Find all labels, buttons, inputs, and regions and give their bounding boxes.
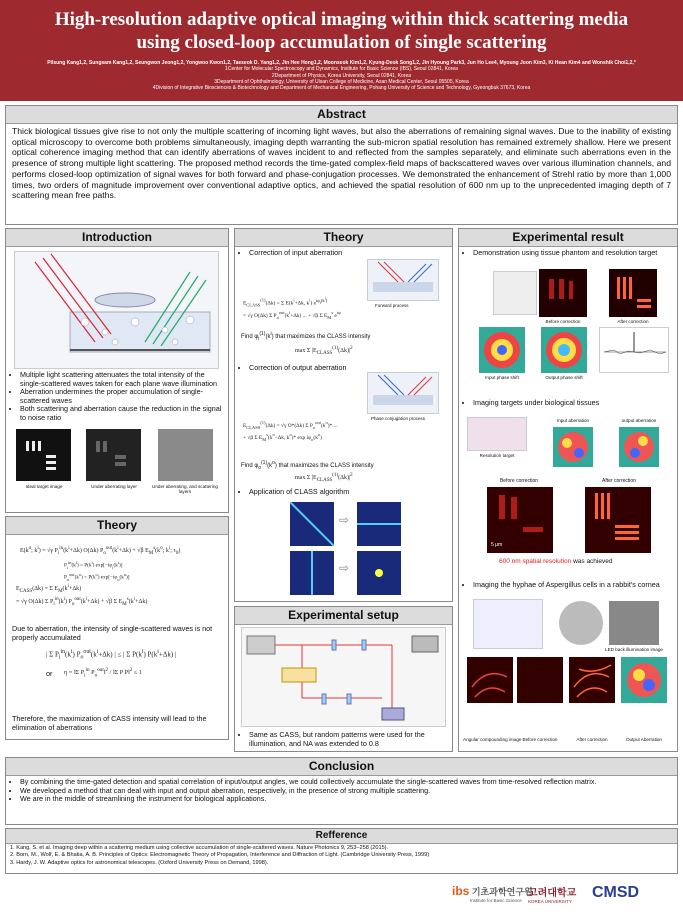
matrix-after [357,502,401,546]
arrow-icon: ⇨ [339,513,350,527]
caption-led: LED back illumination image [605,647,663,652]
caption-ideal: Ideal target image [25,484,63,489]
caption-before-2: Before correction [499,478,539,484]
theory-left-text2: Therefore, the maximization of CASS intensity will lead to the elimination of aberrations [12,714,207,732]
introduction-section [5,228,229,513]
angular-compounding-image [467,657,513,703]
ibs-logo: ibs 기초과학연구원 Institute for Basic Science [452,884,533,903]
references-section [5,828,678,874]
abstract-section [5,105,678,225]
theory-left-or: or [46,669,53,678]
setup-bullet: • Same as CASS, but random patterns were used for the illumination, and NA was extended to 0.8 [239,731,451,748]
equation-cass: $E_{CASS}(\Delta k) = \Sigma$ $E_M(k^i+\Delta k)$ = √γ O(Δk) Σ $P_i^{in}(k^i) P_o^{out}(k^i+\Delta k) + √\beta$ Σ $E_M^s(k^i+\Delta k)$ [16,584,148,607]
reference-item: 3. Hardy, J. W. Adaptive optics for astronomical telescopes. (Oxford University Press on Demand, 1998). [10,859,269,866]
input-aberration-map [553,427,593,467]
results-bullet-1: • Demonstration using tissue phantom and resolution target [463,249,677,258]
find-output: Find $\varphi_o^{(1)}(k^o)$ that maximizes the CLASS intensity [241,460,374,472]
caption-after-3: After correction [576,737,608,742]
author-list: Pilsung Kang1,2, Sungsam Kang1,2, Seungwon Jeong1,2, Yongwoo Kwon1,2, Taeseok D. Yang1,2, Jin Hee Hong1,2, Moonseok Kim1,2, Kyung-Deok Song1,2, Jin Hyoung Park3, Jun Ho Lee4, Myoung Joon Kim3, Ki Hean Kim4 and Wonshik Choi1,2,* 1Center for Molecular Spectroscopy and Dynamics, Institute for Basic Science (IBS), Seoul 02841, Korea 2Department of Physics, Korea University, Seoul 02841, Korea 3Department of Ophthalmology, University of Ulsan College of Medicine, Asan Medical Center, Seoul 05505, Korea 4Division of Integrative Biosciences & Biotechnology and Department of Mechanical Engineering, Pohang University of Science and Technology, Gyeongbuk 37673, Korea [47,60,636,92]
poster-title: High-resolution adaptive optical imaging within thick scattering media using closed-loop accumulation of single scattering [54,9,629,53]
conclusion-bullet: • By combining the time-gated detection and spatial correlation of input/output angles, we could collectively accumulate the single-scattered waves from time-resolved reflection matrix. [20,778,670,787]
references-list [6,844,677,868]
korea-university-logo: 고려대학교 KOREA UNIVERSITY [528,888,577,904]
after-correction-3 [569,657,615,703]
theory-bullet-algorithm: • Application of CLASS algorithm [239,488,349,497]
theory-left-section [5,516,229,740]
scale-bar-label: 5 μm [491,542,503,548]
caption-output-aberration-3: Output Aberration [625,737,662,742]
conclusion-section [5,757,678,825]
conclusion-bullet: • We developed a method that can deal with input and output aberration, respectively, in the presence of strong multiple scattering. [20,787,670,796]
results-section [458,228,678,752]
setup-schematic [241,627,446,727]
after-correction-2 [585,487,651,553]
equation-pupil: $P_i^{in}(k^i) = P(k^i)$ $\exp[-i\varphi_i(k^i)]$ $P_o^{out}(k^o) = P(k^o)$ $\exp[-i\varphi_o(k^o)]$ [64,560,130,583]
poster-header [0,0,683,101]
output-phase-map [541,327,587,373]
arrow-icon: ⇨ [339,561,350,575]
matrix-iter1 [290,551,334,595]
laser-source [247,636,275,654]
find-input: Find $\varphi_i^{(1)}(k^i)$ that maximizes the CLASS intensity [241,331,371,343]
scattering-diagram [14,251,219,369]
theory-left-text1: Due to aberration, the intensity of single-scattered waves is not properly accumulated [12,624,213,642]
caption-after-2: After correction [602,478,636,484]
matrix-iter2 [357,551,401,595]
abstract-heading: Abstract [6,106,677,124]
equation-max-output: max Σ $|E_{CLASS}^{(1)}(\Delta k)|^2$ [295,473,353,484]
caption-angular: Angular compounding image [463,737,522,742]
cornea-diagram [473,599,543,649]
results-bullet-3: • Imaging the hyphae of Aspergillus cells in a rabbit's cornea [463,581,677,590]
equation-input-correction: $E_{CLASS}^{(1)}(\Delta k) = \Sigma$ $E(k^i+\Delta k$, $k^i$) $e^{i\varphi_i(k^i)}$ = √γ O(Δk) Σ $P_o^{out}(k^i+\Delta k)$ ... + √β Σ $E_M^s$ $e^{i\varphi}$ [243,296,341,320]
theory-bullet-input: • Correction of input aberration [239,249,342,258]
input-phase-map [479,327,525,373]
caption-resolution-target: Resolution target [479,453,515,458]
before-correction-1 [539,269,587,317]
caption-input-aberration: Input aberration [556,418,590,423]
equation-inequality: | Σ $P_i^{in}(k^i)$ $P_o^{out}(k^i+\Delta k)$ | ≤ | Σ $P(k^i)$ $P(k^i+\Delta k)$ | [46,649,177,661]
phase-conjugation-caption: Phase conjugation process [371,416,426,421]
equation-eta: η = ‖Σ $P_i^{in}$ $P_o^{out}‖^2$ / ‖Σ P P‖$^2$ ≤ 1 [64,667,142,679]
after-correction-1 [609,269,657,317]
caption-after-1: After correction [617,319,649,324]
setup-section [234,606,453,752]
intro-bullet: • Aberration undermines the proper accumulation of single-scattered waves [20,388,225,405]
strehl-plot [599,327,669,373]
before-correction-3 [517,657,563,703]
abstract-text: Thick biological tissues give rise to not only the multiple scattering of incoming light waves, but also the aberrations of remaining signal waves. Due to the inability of existing optical microscopy to overcome both problems simultaneously, imaging depth warranting the sub-micron spatial resolution has remained extremely shallow. Here we present optical coherence imaging method that can identify aberrations of waves incident to and reflected from the samples separately, and eliminate such aberrations even in the presence of strong multiple light scattering. The proposed method records the time-gated complex-field maps of backscattered waves over various illumination channels, and performs closed-loop optimization of signal waves for both forward and phase-conjugation processes. We demonstrated the enhancement of Strehl ratio by more than 1,000 times, two orders of magnitude improvement over conventional adaptive optics, and achieved the spatial resolution of 600 nm up to the unprecedented imaging depth of 7 scattering mean free paths. [12,126,671,201]
intro-bullet: • Multiple light scattering attenuates the total intensity of the single-scattered waves taken for each plane wave illumination [20,371,225,388]
phantom-figure [493,271,537,315]
introduction-bullets [10,371,225,423]
equation-field: $E(k^o$; $k^i) = √\gamma$ $P_i^{in}(k^i+\Delta k)$ O(Δk) $P_o^{out}(k^i+\Delta k) + √\beta$ $E_M^s(k^o$; $k^i$; $\tau_0$) [20,546,181,557]
scattered-image [158,429,213,481]
cmsd-logo: CMSD [592,884,640,901]
matrix-before [290,502,334,546]
theory-mid-heading: Theory [235,229,452,247]
resolution-achieved: 600 nm spatial resolution was achieved [499,558,613,565]
conclusion-heading: Conclusion [6,758,677,776]
theory-bullet-output: • Correction of output aberration [239,364,347,373]
forward-process-caption: Forward process [375,303,409,308]
ideal-target-image [16,429,71,481]
output-aberration-map-3 [621,657,667,703]
tissue-sample-figure [467,417,527,451]
sample-stage [382,708,404,720]
equation-output-correction: $E_{CLASS}^{(1)}(\Delta k) = √\gamma$ O*(Δk) Σ $P_o^{out}(k^o)*$ ... + √β Σ $E_M^s(k^o-\Delta k$, $k^o)*$ $\exp i\varphi_o(k^o)$ [243,420,338,443]
caption-aberrating: Under aberrating layer [91,484,137,489]
caption-before-3: Before correction [522,737,558,742]
reference-item: 1. Kang, S. et al. Imaging deep within a scattering medium using collective accumulation of single-scattered waves. Nature Photonics 9, 253–258 (2015). [10,845,389,851]
introduction-heading: Introduction [6,229,228,247]
caption-scattering: Under aberrating, and scattering layers [152,484,218,494]
cornea-photo [559,601,603,645]
caption-output-phase: Output phase shift [545,375,583,380]
intro-bullet: • Both scattering and aberration cause the reduction in the signal to noise ratio [20,405,225,422]
led-illumination-image [609,601,659,645]
reference-item: 2. Born, M., Wolf, E. & Bhatia, A. B. Principles of Optics: Electromagnetic Theory of Propagation, Interference and Diffraction of Light. (Cambridge University Press, 1999) [10,852,430,859]
caption-before-1: Before correction [545,319,581,324]
setup-heading: Experimental setup [235,607,452,625]
forward-process-figure [367,259,439,301]
conclusion-bullet: • We are in the middle of streamlining the instrument for biological applications. [20,795,670,804]
theory-mid-section [234,228,453,602]
camera [412,636,438,652]
theory-left-heading: Theory [6,517,228,535]
results-bullet-2: • Imaging targets under biological tissues [463,399,677,408]
caption-input-phase: Input phase shift [485,375,519,380]
conclusion-bullets [10,778,670,804]
caption-output-aberration: output aberration [621,418,657,423]
aberrating-layer [95,293,155,307]
output-aberration-map [619,427,659,467]
aberrated-image [86,429,141,481]
equation-max-input: max Σ $|E_{CLASS}^{(1)}(\Delta k)|^2$ [295,346,353,357]
references-heading: Refference [6,829,677,844]
results-heading: Experimental result [459,229,677,247]
phase-conjugation-figure [367,372,439,414]
slm [282,668,316,682]
scattering-diagram-svg [15,252,218,368]
